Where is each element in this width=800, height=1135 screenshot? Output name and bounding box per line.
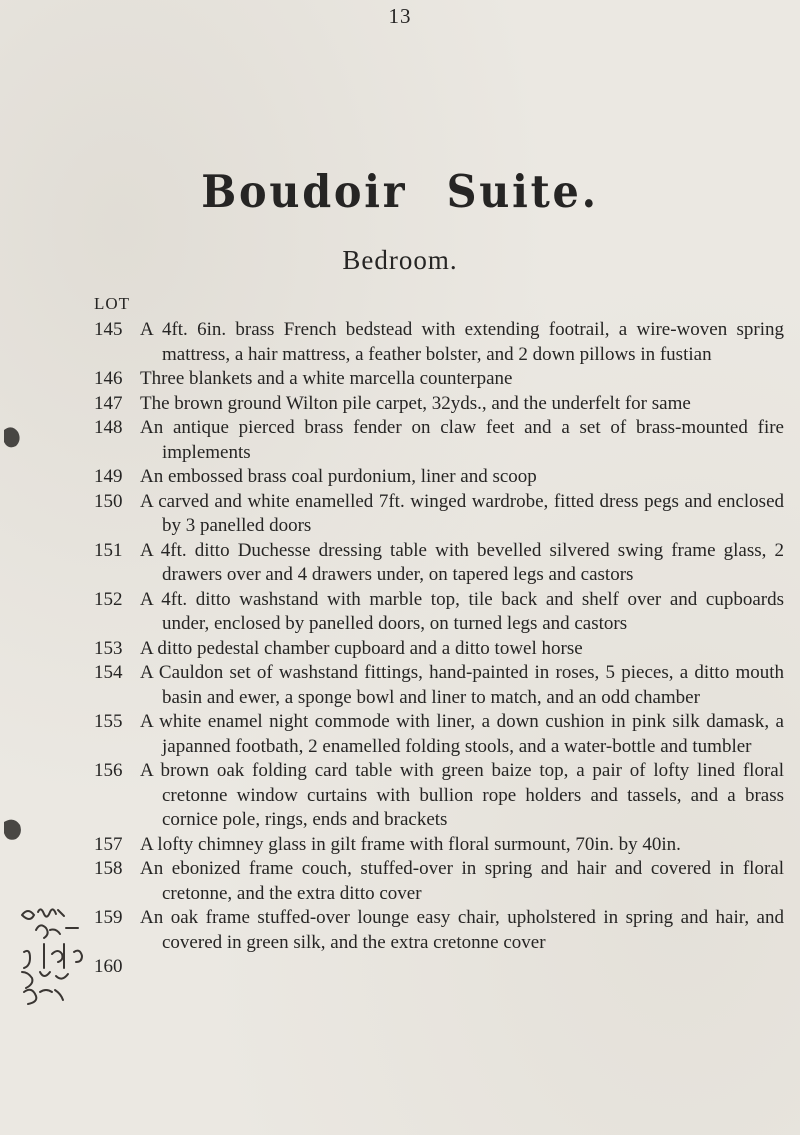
lot-description: A 4ft. ditto washstand with marble top, tile back and shelf over and cupboards under, enclosed by panelled doors, on turned legs and castors: [140, 588, 784, 634]
lot-item: [94, 833, 784, 858]
lot-description: A lofty chimney glass in gilt frame with floral surmount, 70in. by 40in.: [140, 833, 681, 855]
lot-description: Three blankets and a white marcella counterpane: [140, 368, 513, 389]
lot-number: 154: [94, 662, 123, 683]
lot-number: 151: [94, 539, 123, 561]
suite-title: Boudoir Suite.: [201, 165, 599, 218]
lot-number: 145: [94, 319, 123, 340]
page-number: 13: [388, 4, 412, 28]
lot-description: A 4ft. ditto Duchesse dressing table with bevelled silvered swing frame glass, 2 drawers over and 4 drawers under, on tapered legs and castors: [140, 539, 784, 585]
lot-item: [94, 490, 784, 539]
lot-item: [94, 955, 784, 979]
lot-number: 160: [94, 956, 123, 977]
lot-number: 150: [94, 490, 123, 512]
ink-dot-top: [4, 427, 20, 447]
lot-number: 152: [94, 588, 123, 610]
lot-description: A Cauldon set of washstand fittings, hand-painted in roses, 5 pieces, a ditto mouth basin and ewer, a sponge bowl and liner to match, and an odd chamber: [140, 662, 784, 708]
room-title: Bedroom.: [342, 245, 458, 275]
lot-number: 158: [94, 858, 123, 879]
lot-item: [94, 588, 784, 637]
lot-description: An embossed brass coal purdonium, liner and scoop: [140, 466, 537, 487]
ink-dot-middle: [4, 820, 21, 840]
lot-description: An oak frame stuffed-over lounge easy chair, upholstered in spring and hair, and covered in green silk, and the extra cretonne cover: [140, 907, 784, 953]
lot-description: A carved and white enamelled 7ft. winged wardrobe, fitted dress pegs and enclosed by 3 panelled doors: [140, 490, 784, 536]
lot-description: A brown oak folding card table with green baize top, a pair of lofty lined floral cretonne window curtains with bullion rope holders and tassels, and a brass cornice pole, rings, ends and brackets: [140, 760, 784, 830]
lot-number: 146: [94, 368, 123, 389]
lot-description: An ebonized frame couch, stuffed-over in spring and hair and covered in floral cretonne, and the extra ditto cover: [140, 858, 784, 904]
lot-number: 149: [94, 466, 123, 487]
lot-description: A 4ft. 6in. brass French bedstead with extending footrail, a wire-woven spring mattress, a hair mattress, a feather bolster, and 2 down pillows in fustian: [140, 319, 784, 365]
lot-list: [94, 318, 784, 979]
lot-number: 155: [94, 711, 123, 732]
lot-number: 156: [94, 760, 123, 781]
lot-column-header: LOT: [94, 294, 131, 313]
lot-number: 147: [94, 392, 123, 414]
lot-description: An antique pierced brass fender on claw feet and a set of brass-mounted fire implements: [140, 417, 784, 463]
lot-item: [94, 906, 784, 955]
lot-item: [94, 392, 784, 417]
lot-description: A ditto pedestal chamber cupboard and a ditto towel horse: [140, 637, 583, 659]
lot-number: 153: [94, 637, 123, 659]
lot-item: [94, 539, 784, 588]
lot-item: [94, 857, 784, 906]
lot-number: 148: [94, 417, 123, 438]
lot-item: [94, 710, 784, 759]
lot-item: [94, 661, 784, 710]
lot-description: The brown ground Wilton pile carpet, 32yds., and the underfelt for same: [140, 392, 691, 414]
lot-description: A white enamel night commode with liner, a down cushion in pink silk damask, a japanned footbath, 2 enamelled folding stools, and a water-bottle and tumbler: [140, 711, 784, 757]
lot-item: [94, 465, 784, 490]
handwritten-annotation: [22, 909, 82, 1004]
lot-item: [94, 318, 784, 367]
lot-item: [94, 367, 784, 392]
lot-item: [94, 416, 784, 465]
lot-number: 159: [94, 907, 123, 928]
lot-number: 157: [94, 833, 123, 855]
lot-item: [94, 759, 784, 833]
lot-item: [94, 637, 784, 662]
